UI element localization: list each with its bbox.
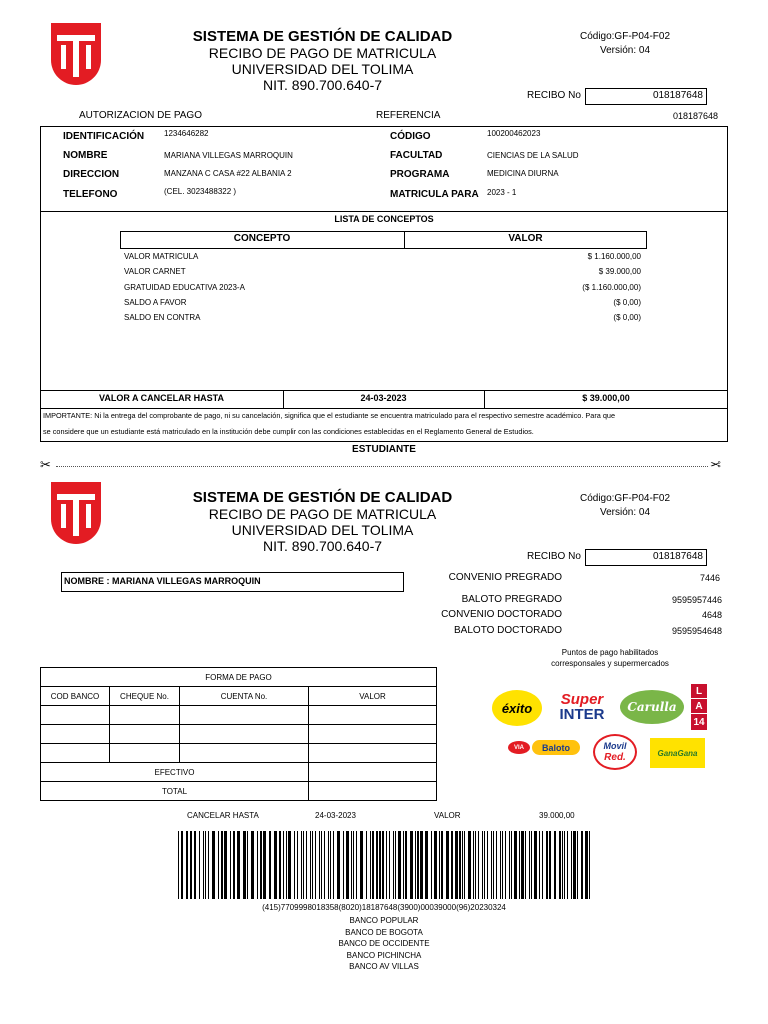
system-title: SISTEMA DE GESTIÓN DE CALIDAD <box>192 28 453 45</box>
barcode-bar <box>269 831 271 899</box>
concept-value: ($ 0,00) <box>613 313 641 322</box>
concept-name: GRATUIDAD EDUCATIVA 2023-A <box>124 283 245 292</box>
bank-name: BANCO DE BOGOTA <box>345 927 423 937</box>
barcode-bar <box>549 831 551 899</box>
col-cod-banco: COD BANCO <box>41 687 110 706</box>
barcode-bar <box>190 831 192 899</box>
barcode-bar <box>279 831 281 899</box>
convenio-value: 9595954648 <box>671 626 722 636</box>
barcode-bar <box>478 831 479 899</box>
barcode-bar <box>199 831 200 899</box>
barcode-bar <box>263 831 266 899</box>
barcode-bar <box>398 831 401 899</box>
barcode-bar <box>405 831 407 899</box>
address-label: DIRECCION <box>63 169 120 180</box>
concept-value: $ 39.000,00 <box>598 267 641 276</box>
barcode-bar <box>393 831 394 899</box>
barcode-bar <box>301 831 302 899</box>
university-name: UNIVERSIDAD DEL TOLIMA <box>231 522 414 538</box>
concept-name: SALDO EN CONTRA <box>124 313 201 322</box>
faculty-value: CIENCIAS DE LA SALUD <box>487 151 579 160</box>
convenio-label: CONVENIO DOCTORADO <box>441 609 562 620</box>
barcode-bar <box>233 831 235 899</box>
convenio-value: 9595957446 <box>671 595 722 605</box>
barcode-bar <box>324 831 325 899</box>
code-value: 100200462023 <box>487 129 541 138</box>
la14-logo <box>691 684 707 730</box>
scissors-icon: ✂ <box>40 457 51 472</box>
cell[interactable] <box>309 782 437 801</box>
exito-text: éxito <box>501 700 533 716</box>
total-label-bottom: TOTAL <box>41 782 309 801</box>
barcode-bar <box>559 831 561 899</box>
efectivo-label: EFECTIVO <box>41 763 309 782</box>
importante-line-1: IMPORTANTE: Ni la entrega del comprobante de pago, ni su cancelación, significa que el estudiante se encuentra matriculado para el respectivo semestre académico. Para que <box>43 411 616 420</box>
barcode-bar <box>546 831 548 899</box>
barcode-bar <box>514 831 517 899</box>
barcode-bar <box>502 831 503 899</box>
barcode-bar <box>441 831 443 899</box>
barcode-bar <box>577 831 578 899</box>
forma-pago-title: FORMA DE PAGO <box>41 668 437 687</box>
barcode-bar <box>439 831 440 899</box>
barcode-bar <box>294 831 295 899</box>
red-text: Red. <box>604 752 626 763</box>
recibo-number: 018187648 <box>585 88 707 105</box>
total-amount: $ 39.000,00 <box>582 393 630 403</box>
phone-label: TELEFONO <box>63 189 118 200</box>
barcode-bar <box>218 831 219 899</box>
barcode-bar <box>459 831 461 899</box>
barcode-bar <box>451 831 453 899</box>
system-title: SISTEMA DE GESTIÓN DE CALIDAD <box>192 489 453 506</box>
super-inter-logo <box>548 688 616 726</box>
barcode-bar <box>366 831 367 899</box>
concept-name: VALOR MATRICULA <box>124 252 199 261</box>
puntos-line-1: Puntos de pago habilitados <box>561 648 659 657</box>
cell[interactable] <box>110 725 180 744</box>
barcode-bar <box>337 831 340 899</box>
barcode-bar <box>370 831 371 899</box>
barcode-bar <box>382 831 384 899</box>
cell[interactable] <box>309 725 437 744</box>
barcode-bar <box>389 831 390 899</box>
barcode-bar <box>462 831 463 899</box>
barcode-bar <box>581 831 583 899</box>
barcode-bar <box>410 831 413 899</box>
cell[interactable] <box>309 763 437 782</box>
bank-name: BANCO AV VILLAS <box>349 962 419 971</box>
concept-value: ($ 1.160.000,00) <box>582 283 641 292</box>
barcode-bar <box>379 831 381 899</box>
barcode-bar <box>257 831 258 899</box>
baloto-logo <box>532 740 580 755</box>
barcode-bar <box>491 831 492 899</box>
university-logo <box>51 482 101 544</box>
via-text: VIA <box>513 744 524 751</box>
barcode-bar <box>519 831 520 899</box>
barcode-bar <box>531 831 532 899</box>
bank-name: BANCO PICHINCHA <box>346 950 422 960</box>
autorizacion-label: AUTORIZACION DE PAGO <box>79 110 202 121</box>
barcode-bar <box>468 831 471 899</box>
convenio-value: 7446 <box>699 573 720 583</box>
barcode-bar <box>353 831 354 899</box>
barcode-bar <box>431 831 432 899</box>
divider-info <box>40 211 728 212</box>
total-row-bottom <box>40 408 728 409</box>
barcode-bar <box>343 831 344 899</box>
concept-col-header: CONCEPTO <box>233 233 291 244</box>
barcode-bar <box>434 831 437 899</box>
cell[interactable] <box>41 744 110 763</box>
total-label: VALOR A CANCELAR HASTA <box>99 393 224 403</box>
barcode-bar <box>482 831 483 899</box>
col-valor: VALOR <box>309 687 437 706</box>
header-block <box>150 28 495 93</box>
convenio-value: 4648 <box>701 610 722 620</box>
baloto-text: Baloto <box>542 742 570 753</box>
barcode-bar <box>455 831 458 899</box>
barcode-bar <box>521 831 524 899</box>
name-value: MARIANA VILLEGAS MARROQUIN <box>164 151 293 160</box>
phone-value: (CEL. 3023488322 ) <box>164 187 237 196</box>
recibo-label: RECIBO No <box>527 551 581 562</box>
barcode-bar <box>230 831 231 899</box>
importante-line-2: se considere que un estudiante está matriculado en la institución debe cumplir con las condiciones establecidas en el Reglamento General de Estudios. <box>43 427 534 436</box>
carulla-logo <box>620 690 684 724</box>
payment-table <box>40 667 437 801</box>
barcode-bar <box>212 831 215 899</box>
value-col-header: VALOR <box>508 233 543 244</box>
barcode-bar <box>303 831 304 899</box>
barcode-bar <box>205 831 206 899</box>
via-logo <box>508 741 530 754</box>
concept-value: $ 1.160.000,00 <box>587 252 641 261</box>
barcode-bar <box>333 831 334 899</box>
barcode-bar <box>564 831 565 899</box>
period-value: 2023 - 1 <box>487 188 517 197</box>
barcode-bar <box>446 831 449 899</box>
bank-name: BANCO DE OCCIDENTE <box>338 939 430 948</box>
barcode-bar <box>360 831 363 899</box>
puntos-line-2: corresponsales y supermercados <box>551 659 669 668</box>
barcode-bar <box>475 831 476 899</box>
barcode-bar <box>386 831 387 899</box>
barcode-bar <box>315 831 316 899</box>
barcode <box>178 831 590 899</box>
cut-line <box>56 466 708 467</box>
banks-list <box>0 915 768 973</box>
barcode-bar <box>243 831 246 899</box>
university-logo <box>51 23 101 85</box>
la14-l: L <box>695 685 703 697</box>
movil-text: Movil <box>603 741 627 751</box>
la14-a: A <box>695 700 703 712</box>
cell[interactable] <box>41 706 110 725</box>
faculty-label: FACULTAD <box>390 150 443 161</box>
ganagana-logo <box>650 738 705 768</box>
col-cheque: CHEQUE No. <box>110 687 180 706</box>
barcode-text: (415)7709998018358(8020)18187648(3900)00039000(96)20230324 <box>262 903 506 912</box>
doc-code: Código:GF-P04-F02 <box>579 493 671 504</box>
cell[interactable] <box>41 725 110 744</box>
barcode-bar <box>420 831 423 899</box>
code-label: CÓDIGO <box>390 131 431 142</box>
barcode-bar <box>330 831 331 899</box>
barcode-bar <box>496 831 497 899</box>
exito-logo <box>492 690 542 726</box>
barcode-bar <box>319 831 320 899</box>
cell[interactable] <box>110 706 180 725</box>
doc-code-block <box>565 492 685 520</box>
valor-label: VALOR <box>434 811 461 820</box>
barcode-bar <box>509 831 510 899</box>
barcode-bar <box>283 831 284 899</box>
barcode-bar <box>589 831 590 899</box>
barcode-bar <box>376 831 378 899</box>
concept-name: VALOR CARNET <box>124 267 186 276</box>
name-label: NOMBRE <box>63 150 108 161</box>
barcode-bar <box>251 831 254 899</box>
barcode-bar <box>328 831 329 899</box>
estudiante-label: ESTUDIANTE <box>352 444 416 455</box>
doc-code-block <box>565 30 685 58</box>
barcode-bar <box>310 831 311 899</box>
barcode-bar <box>484 831 485 899</box>
cancelar-date: 24-03-2023 <box>315 811 356 820</box>
barcode-bar <box>194 831 196 899</box>
barcode-bar <box>525 831 526 899</box>
barcode-bar <box>208 831 209 899</box>
concepts-title: LISTA DE CONCEPTOS <box>334 214 434 224</box>
cell[interactable] <box>180 744 309 763</box>
scissors-icon: ✂ <box>710 457 721 472</box>
bank-name: BANCO POPULAR <box>349 916 419 925</box>
barcode-bar <box>224 831 227 899</box>
receipt-title: RECIBO DE PAGO DE MATRICULA <box>208 506 437 522</box>
barcode-bar <box>297 831 298 899</box>
convenio-label: CONVENIO PREGRADO <box>448 572 562 583</box>
barcode-bar <box>346 831 349 899</box>
barcode-bar <box>425 831 428 899</box>
referencia-value: 018187648 <box>673 111 719 121</box>
barcode-bar <box>306 831 307 899</box>
doc-version: Versión: 04 <box>599 45 651 56</box>
university-name: UNIVERSIDAD DEL TOLIMA <box>231 61 414 77</box>
barcode-bar <box>473 831 474 899</box>
barcode-bar <box>260 831 262 899</box>
barcode-bar <box>493 831 494 899</box>
convenio-label: BALOTO PREGRADO <box>461 594 562 605</box>
barcode-bar <box>511 831 512 899</box>
barcode-bar <box>542 831 543 899</box>
cell[interactable] <box>309 706 437 725</box>
convenio-label: BALOTO DOCTORADO <box>454 625 562 636</box>
ganagana-text: GanaGana <box>657 748 698 758</box>
cell[interactable] <box>110 744 180 763</box>
nit: NIT. 890.700.640-7 <box>262 538 383 554</box>
recibo-number: 018187648 <box>585 549 707 566</box>
barcode-bar <box>585 831 588 899</box>
referencia-label: REFERENCIA <box>376 110 441 121</box>
doc-code: Código:GF-P04-F02 <box>579 31 671 42</box>
barcode-bar <box>237 831 240 899</box>
barcode-bar <box>571 831 572 899</box>
barcode-bar <box>534 831 537 899</box>
cell[interactable] <box>180 706 309 725</box>
barcode-bar <box>464 831 465 899</box>
barcode-bar <box>505 831 506 899</box>
concept-value: ($ 0,00) <box>613 298 641 307</box>
total-date: 24-03-2023 <box>360 393 407 403</box>
program-label: PROGRAMA <box>390 169 450 180</box>
barcode-bar <box>203 831 204 899</box>
super-text: Super <box>560 691 604 708</box>
address-value: MANZANA C CASA #22 ALBANIA 2 <box>164 169 292 178</box>
barcode-bar <box>181 831 183 899</box>
barcode-bar <box>567 831 568 899</box>
barcode-bar <box>417 831 419 899</box>
barcode-bar <box>554 831 556 899</box>
barcode-bar <box>356 831 357 899</box>
header-block <box>150 489 495 554</box>
barcode-bar <box>351 831 352 899</box>
barcode-bar <box>529 831 530 899</box>
id-value: 1234646282 <box>164 129 209 138</box>
barcode-bar <box>274 831 277 899</box>
barcode-bar <box>403 831 404 899</box>
receipt-title: RECIBO DE PAGO DE MATRICULA <box>208 45 437 61</box>
period-label: MATRICULA PARA <box>390 189 479 200</box>
barcode-bar <box>539 831 540 899</box>
movilred-logo <box>593 734 637 770</box>
barcode-bar <box>395 831 396 899</box>
barcode-bar <box>321 831 322 899</box>
barcode-bar <box>286 831 287 899</box>
la14-n: 14 <box>693 716 705 728</box>
col-cuenta: CUENTA No. <box>180 687 309 706</box>
id-label: IDENTIFICACIÓN <box>63 131 145 142</box>
barcode-bar <box>415 831 416 899</box>
barcode-bar <box>312 831 313 899</box>
recibo-label: RECIBO No <box>527 90 581 101</box>
barcode-bar <box>221 831 223 899</box>
cell[interactable] <box>180 725 309 744</box>
bottom-name: NOMBRE : MARIANA VILLEGAS MARROQUIN <box>64 576 261 586</box>
barcode-bar <box>487 831 488 899</box>
valor-value: 39.000,00 <box>539 811 575 820</box>
inter-text: INTER <box>559 706 605 723</box>
total-row-top <box>40 390 728 391</box>
concept-name: SALDO A FAVOR <box>124 298 187 307</box>
barcode-bar <box>178 831 179 899</box>
cancelar-label: CANCELAR HASTA <box>187 811 259 820</box>
barcode-bar <box>372 831 374 899</box>
barcode-bar <box>186 831 188 899</box>
barcode-bar <box>288 831 291 899</box>
barcode-bar <box>573 831 576 899</box>
doc-version: Versión: 04 <box>599 507 651 518</box>
program-value: MEDICINA DIURNA <box>487 169 559 178</box>
carulla-text: Carulla <box>627 700 677 714</box>
barcode-bar <box>562 831 563 899</box>
cell[interactable] <box>309 744 437 763</box>
nit: NIT. 890.700.640-7 <box>262 77 383 93</box>
barcode-bar <box>247 831 248 899</box>
barcode-bar <box>500 831 501 899</box>
